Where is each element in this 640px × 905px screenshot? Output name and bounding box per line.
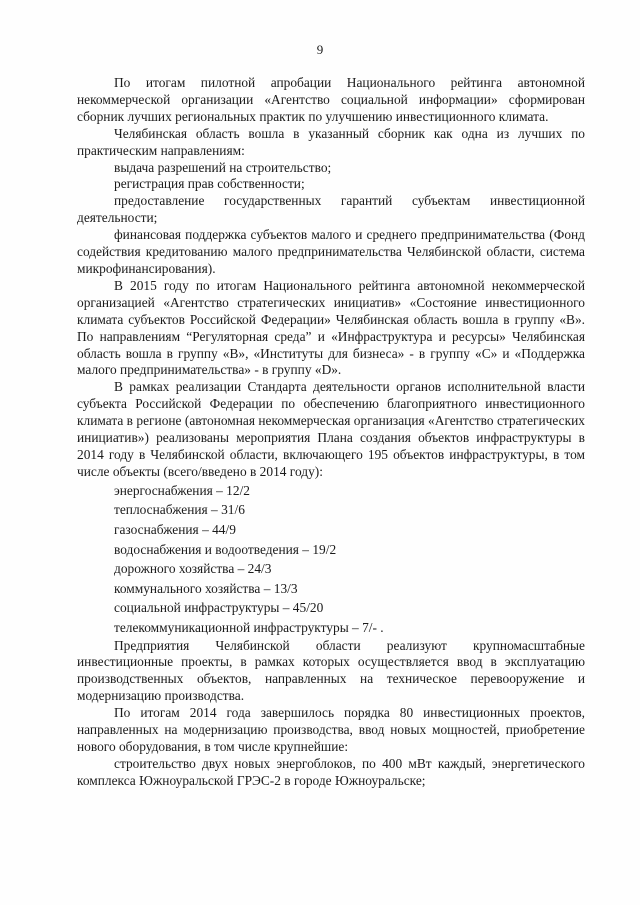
list-item: теплоснабжения – 31/6 [114, 502, 245, 518]
list-item: газоснабжения – 44/9 [114, 521, 236, 537]
paragraph-pilot-rating: По итогам пилотной апробации Национального рейтинга автономной некоммерческой организации «Агентство социальной информации» сформирован сборник лучших региональных практик по улучшению инвестиционного климата. [77, 75, 585, 124]
paragraph-large-projects: Предприятия Челябинской области реализуют крупномасштабные инвестиционные проекты, в рамках которых осуществляется ввод в эксплуатацию производственных объектов, направленных на техническое перевооружение и модернизацию производства. [77, 637, 585, 704]
page-number: 9 [316, 42, 324, 57]
paragraph-2015-rating: В 2015 году по итогам Национального рейтинга автономной некоммерческой организацией «Агентство стратегических инициатив» «Состояние инвестиционного климата субъектов Российской Федерации» Челябинская область вошла в группу «В». По направлениям “Регуляторная среда” и «Инфраструктура и ресурсы» Челябинская область вошла в группу «В», «Институты для бизнеса» - в группу «С» и «Поддержка малого предпринимательства» - в группу «D». [77, 277, 585, 378]
paragraph-best-practices: Челябинская область вошла в указанный сборник как одна из лучших по практическим направлениям: [77, 125, 585, 158]
list-item: дорожного хозяйства – 24/3 [114, 561, 272, 577]
direction-financial-support: финансовая поддержка субъектов малого и среднего предпринимательства (Фонд содействия кредитованию малого предпринимательства Челябинской области, система микрофинансирования). [77, 227, 585, 276]
direction-construction-permits: выдача разрешений на строительство; [114, 159, 332, 175]
paragraph-standard-implementation: В рамках реализации Стандарта деятельности органов исполнительной власти субъекта Российской Федерации по обеспечению благоприятного инвестиционного климата в регионе (автономная некоммерческая организация «Агентство стратегических инициатив») реализованы мероприятия Плана создания объектов инфраструктуры в 2014 году в Челябинской области, включающего 195 объектов инфраструктуры, в том числе объекты (всего/введено в 2014 году): [77, 379, 585, 479]
direction-state-guarantees: предоставление государственных гарантий субъектам инвестиционной деятельности; [77, 193, 585, 226]
list-item: энергоснабжения – 12/2 [114, 482, 250, 498]
list-item: коммунального хозяйства – 13/3 [114, 580, 298, 596]
list-item: телекоммуникационной инфраструктуры – 7/- . [114, 619, 384, 635]
list-item: водоснабжения и водоотведения – 19/2 [114, 541, 337, 557]
paragraph-power-units: строительство двух новых энергоблоков, по 400 мВт каждый, энергетического комплекса Южноуральской ГРЭС-2 в городе Южноуральске; [77, 755, 585, 788]
document-body [77, 75, 585, 790]
direction-property-registration: регистрация прав собственности; [114, 176, 305, 192]
infrastructure-list [77, 481, 585, 638]
paragraph-2014-results: По итогам 2014 года завершилось порядка 80 инвестиционных проектов, направленных на модернизацию производства, ввод новых мощностей, приобретение нового оборудования, в том числе крупнейшие: [77, 705, 585, 754]
list-item: социальной инфраструктуры – 45/20 [114, 600, 324, 616]
